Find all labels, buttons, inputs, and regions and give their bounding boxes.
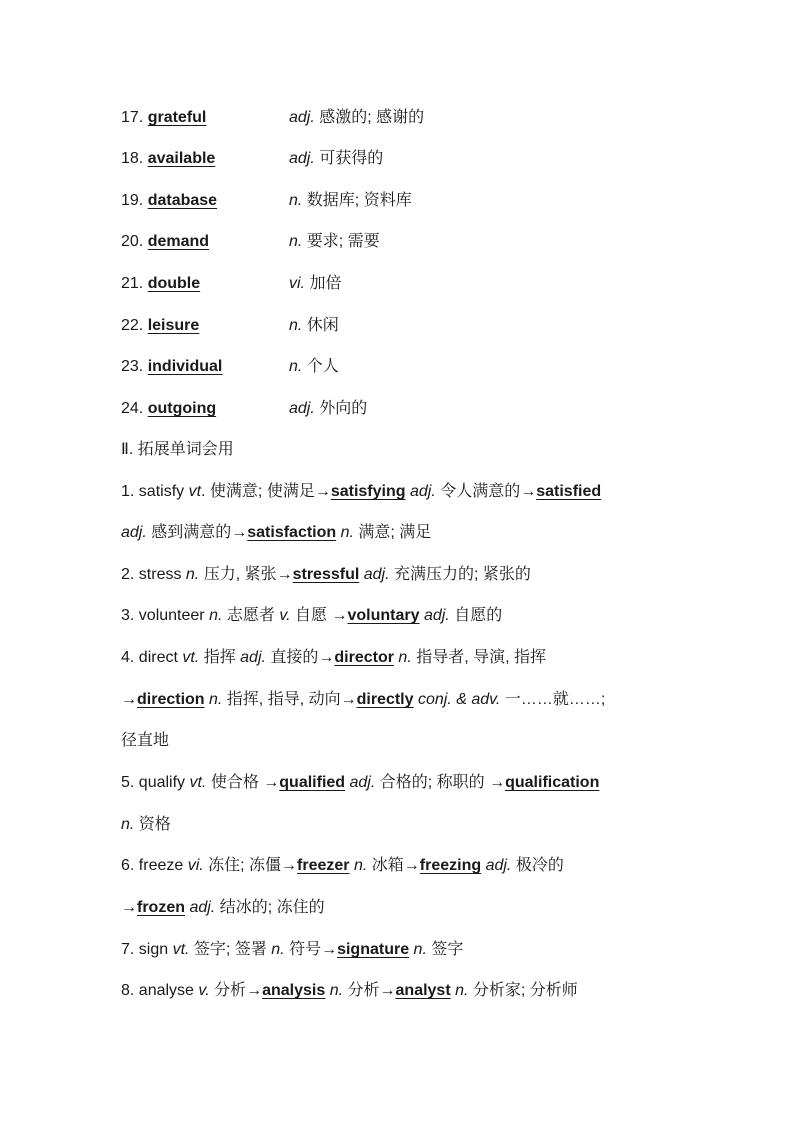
- vocab-meaning: 感激的; 感谢的: [319, 109, 425, 126]
- extended-item-direct-cont: [121, 688, 681, 712]
- vocab-item: [121, 314, 339, 338]
- part-of-speech: adj.: [481, 857, 512, 874]
- part-of-speech: n.: [349, 857, 368, 874]
- vocab-item: [121, 147, 384, 171]
- part-of-speech: n.: [209, 607, 223, 624]
- vocab-word: available: [147, 150, 216, 167]
- vocab-definition: [289, 189, 412, 213]
- part-of-speech: n.: [336, 524, 354, 541]
- item-text: 满意; 满足: [353, 524, 432, 541]
- item-text: 2. stress: [121, 566, 186, 583]
- vocab-word: demand: [147, 233, 210, 250]
- item-text: 冻住; 冻僵→: [203, 857, 298, 874]
- vocab-meaning: 加倍: [309, 275, 342, 292]
- vocab-word: individual: [147, 358, 223, 375]
- part-of-speech: adj.: [405, 483, 436, 500]
- extended-item-freeze: [121, 854, 681, 878]
- part-of-speech: adj.: [289, 109, 315, 126]
- answer-word: analysis: [262, 982, 326, 999]
- part-of-speech: n.: [325, 982, 344, 999]
- extended-item-freeze-cont: [121, 896, 681, 920]
- part-of-speech: n.: [185, 566, 200, 583]
- item-text: 直接的→: [265, 649, 335, 666]
- part-of-speech: conj. & adv.: [413, 691, 501, 708]
- extended-item-satisfy-cont: [121, 521, 681, 545]
- vocab-item: [121, 397, 368, 421]
- extended-item-stress: [121, 563, 681, 587]
- item-text: 指挥, 指导, 动向→: [222, 691, 357, 708]
- item-text: 符号→: [284, 941, 338, 958]
- vocab-number: 20.: [121, 233, 144, 250]
- vocab-definition: [289, 397, 367, 421]
- part-of-speech: vi.: [187, 857, 204, 874]
- answer-word: frozen: [137, 899, 185, 916]
- part-of-speech: adj.: [185, 899, 216, 916]
- answer-word: stressful: [292, 566, 360, 583]
- item-text: →: [121, 899, 137, 916]
- item-text: 5. qualify: [121, 774, 190, 791]
- answer-word: satisfied: [536, 483, 602, 500]
- extended-item-qualify: [121, 771, 681, 795]
- vocab-meaning: 外向的: [319, 400, 368, 417]
- item-text: 一……就……;: [500, 691, 606, 708]
- part-of-speech: n.: [289, 233, 303, 250]
- vocab-number: 24.: [121, 400, 144, 417]
- vocab-meaning: 要求; 需要: [306, 233, 380, 250]
- item-text: 4. direct: [121, 649, 183, 666]
- part-of-speech: vt: [188, 483, 202, 500]
- item-text: 志愿者: [222, 607, 280, 624]
- vocab-item: [121, 189, 412, 213]
- part-of-speech: n.: [289, 317, 303, 334]
- item-text: 6. freeze: [121, 857, 188, 874]
- vocab-definition: [289, 272, 341, 296]
- part-of-speech: adj.: [289, 150, 315, 167]
- answer-word: qualified: [279, 774, 346, 791]
- extended-item-analyse: [121, 979, 681, 1003]
- vocab-definition: [289, 314, 339, 338]
- item-text: 签字; 签署: [189, 941, 272, 958]
- vocab-meaning: 休闲: [306, 317, 339, 334]
- part-of-speech: v.: [198, 982, 210, 999]
- part-of-speech: n.: [289, 192, 303, 209]
- part-of-speech: n.: [393, 649, 412, 666]
- vocab-number: 19.: [121, 192, 144, 209]
- part-of-speech: n.: [289, 358, 303, 375]
- part-of-speech: vt.: [172, 941, 190, 958]
- item-text: 自愿 →: [290, 607, 348, 624]
- answer-word: signature: [337, 941, 410, 958]
- item-text: 签字: [426, 941, 464, 958]
- extended-item-volunteer: [121, 604, 681, 628]
- vocab-word: database: [147, 192, 218, 209]
- item-text: 3. volunteer: [121, 607, 210, 624]
- answer-word: freezing: [419, 857, 482, 874]
- vocab-number: 18.: [121, 150, 144, 167]
- item-text: 指挥: [199, 649, 241, 666]
- vocab-meaning: 可获得的: [319, 150, 384, 167]
- part-of-speech: v.: [279, 607, 291, 624]
- item-text: 分析→: [343, 982, 396, 999]
- vocab-word: leisure: [147, 317, 200, 334]
- vocab-number: 22.: [121, 317, 144, 334]
- vocab-number: 21.: [121, 275, 144, 292]
- part-of-speech: adj.: [289, 400, 315, 417]
- item-text: 8. analyse: [121, 982, 199, 999]
- vocab-word: double: [147, 275, 201, 292]
- extended-item-sign: [121, 938, 681, 962]
- part-of-speech: n.: [204, 691, 223, 708]
- answer-word: direction: [137, 691, 205, 708]
- answer-word: voluntary: [347, 607, 420, 624]
- item-text: 令人满意的→: [435, 483, 537, 500]
- extended-item-direct-cont2: 径直地: [121, 732, 170, 749]
- vocab-word: outgoing: [147, 400, 217, 417]
- answer-word: satisfying: [330, 483, 406, 500]
- section-heading: Ⅱ. 拓展单词会用: [121, 441, 234, 458]
- item-text: →: [121, 691, 137, 708]
- part-of-speech: n.: [271, 941, 285, 958]
- part-of-speech: n.: [450, 982, 469, 999]
- part-of-speech: adj.: [359, 566, 390, 583]
- vocab-meaning: 个人: [306, 358, 339, 375]
- part-of-speech: adj.: [121, 524, 147, 541]
- part-of-speech: vi.: [289, 275, 305, 292]
- vocab-definition: [289, 355, 339, 379]
- vocab-number: 23.: [121, 358, 144, 375]
- extended-item-qualify-cont: [121, 813, 681, 837]
- item-text: 冰箱→: [367, 857, 420, 874]
- vocab-item: [121, 355, 339, 379]
- item-text: 自愿的: [449, 607, 503, 624]
- part-of-speech: adj.: [345, 774, 376, 791]
- item-text: 充满压力的; 紧张的: [389, 566, 531, 583]
- part-of-speech: vt.: [182, 649, 200, 666]
- answer-word: directly: [356, 691, 414, 708]
- item-text: 1. satisfy: [121, 483, 189, 500]
- item-text: 结冰的; 冻住的: [215, 899, 325, 916]
- vocab-definition: [289, 147, 383, 171]
- answer-word: director: [334, 649, 394, 666]
- answer-word: freezer: [297, 857, 350, 874]
- vocab-number: 17.: [121, 109, 144, 126]
- part-of-speech: n.: [121, 816, 135, 833]
- item-text: 资格: [134, 816, 171, 833]
- vocab-meaning: 数据库; 资料库: [306, 192, 412, 209]
- item-text: 分析→: [209, 982, 263, 999]
- item-text: . 使满意; 使满足→: [201, 483, 331, 500]
- part-of-speech: adj.: [240, 649, 266, 666]
- part-of-speech: vt.: [189, 774, 207, 791]
- item-text: 7. sign: [121, 941, 173, 958]
- part-of-speech: n.: [409, 941, 427, 958]
- item-text: 分析家; 分析师: [468, 982, 578, 999]
- vocab-definition: [289, 106, 424, 130]
- vocab-definition: [289, 230, 380, 254]
- answer-word: satisfaction: [247, 524, 337, 541]
- item-text: 极冷的: [511, 857, 564, 874]
- answer-word: analyst: [395, 982, 451, 999]
- item-text: 使合格 →: [206, 774, 280, 791]
- extended-item-direct: [121, 646, 681, 670]
- item-text: 指导者, 导演, 指挥: [411, 649, 547, 666]
- part-of-speech: adj.: [419, 607, 450, 624]
- vocab-item: [121, 230, 380, 254]
- vocab-word: grateful: [147, 109, 207, 126]
- extended-item-satisfy: [121, 480, 681, 504]
- answer-word: qualification: [505, 774, 600, 791]
- item-text: 合格的; 称职的 →: [375, 774, 506, 791]
- item-text: 压力, 紧张→: [199, 566, 293, 583]
- vocab-item: [121, 272, 342, 296]
- vocab-item: [121, 106, 425, 130]
- item-text: 感到满意的→: [146, 524, 248, 541]
